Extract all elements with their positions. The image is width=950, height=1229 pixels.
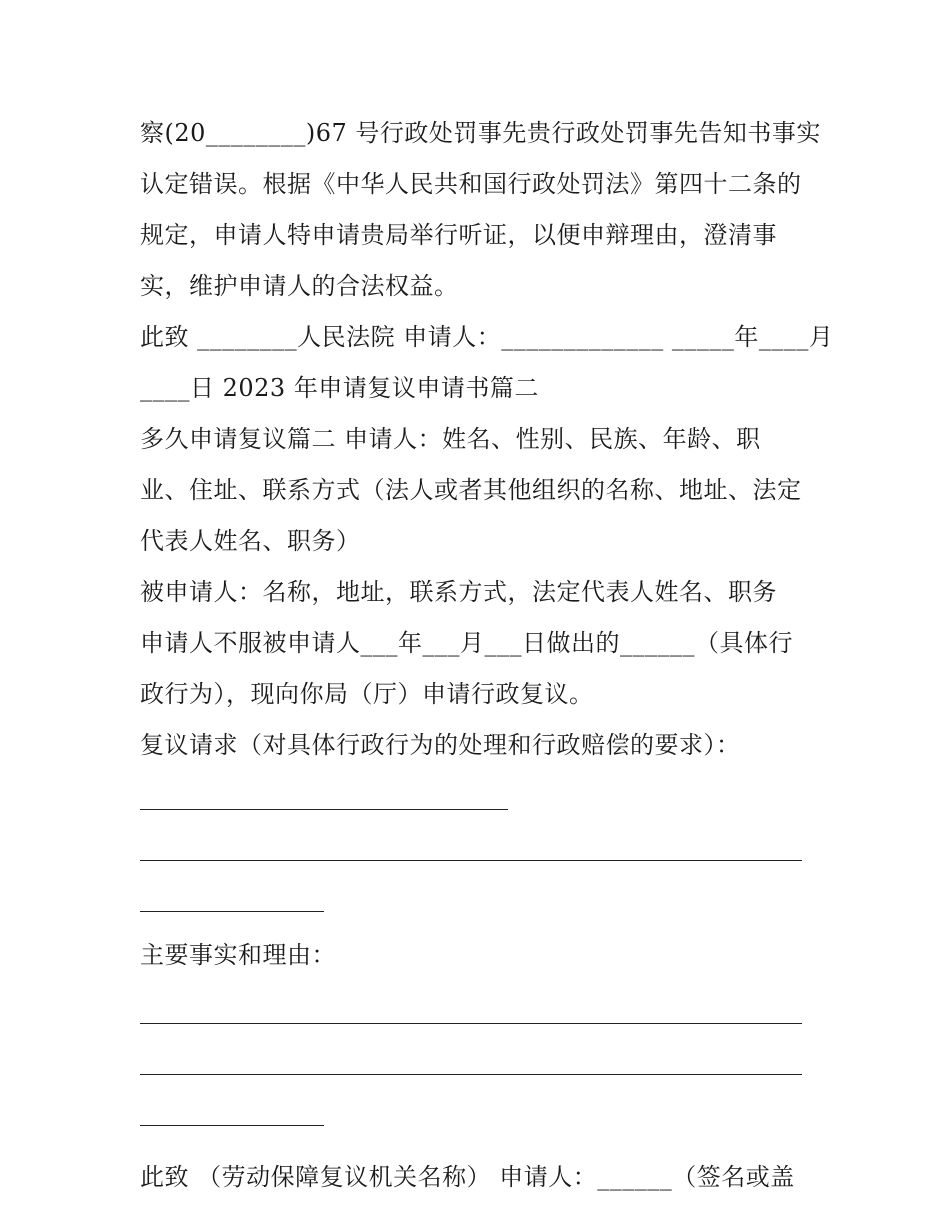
- applicant-info-line-3: 代表人姓名、职务）: [140, 527, 361, 555]
- objection-line-1: 申请人不服被申请人___年___月___日做出的______（具体行: [140, 629, 793, 657]
- paragraph1-line-3: 规定，申请人特申请贵局举行听证，以便申辩理由，澄清事: [140, 221, 777, 249]
- applicant-info-line-1: 多久申请复议篇二 申请人：姓名、性别、民族、年龄、职: [140, 425, 761, 453]
- objection-line-2: 政行为），现向你局（厅）申请行政复议。: [140, 680, 594, 708]
- facts-blank-3: [140, 1087, 820, 1138]
- fill-in-rule: [140, 1074, 802, 1075]
- document-page: [140, 108, 834, 1203]
- facts-label: 主要事实和理由：: [140, 941, 336, 969]
- fill-in-rule: [140, 809, 508, 810]
- facts-blank-1: [140, 985, 820, 1036]
- request-blank-2: [140, 822, 820, 873]
- fill-in-rule: [140, 860, 802, 861]
- fill-in-rule: [140, 1023, 802, 1024]
- fill-in-rule: [140, 1125, 324, 1126]
- applicant-info-line-2: 业、住址、联系方式（法人或者其他组织的名称、地址、法定: [140, 476, 802, 504]
- paragraph1-line-1: 察(20________)67 号行政处罚事先贵行政处罚事先告知书事实: [140, 119, 821, 147]
- fill-in-rule: [140, 911, 324, 912]
- paragraph1-line-4: 实，维护申请人的合法权益。: [140, 272, 459, 300]
- request-label: 复议请求（对具体行政行为的处理和行政赔偿的要求）：: [140, 731, 741, 759]
- request-blank-1: [140, 771, 820, 822]
- closing1-line-1: 此致 ________人民法院 申请人：_____________ _____年____月: [140, 323, 834, 351]
- facts-blank-2: [140, 1036, 820, 1087]
- request-blank-3: [140, 873, 820, 924]
- closing1-line-2: ____日 2023 年申请复议申请书篇二: [140, 374, 539, 402]
- closing2: 此致 （劳动保障复议机关名称） 申请人：______（签名或盖: [140, 1163, 795, 1191]
- paragraph1-line-2: 认定错误。根据《中华人民共和国行政处罚法》第四十二条的: [140, 170, 802, 198]
- respondent-info: 被申请人：名称，地址，联系方式，法定代表人姓名、职务: [140, 578, 777, 606]
